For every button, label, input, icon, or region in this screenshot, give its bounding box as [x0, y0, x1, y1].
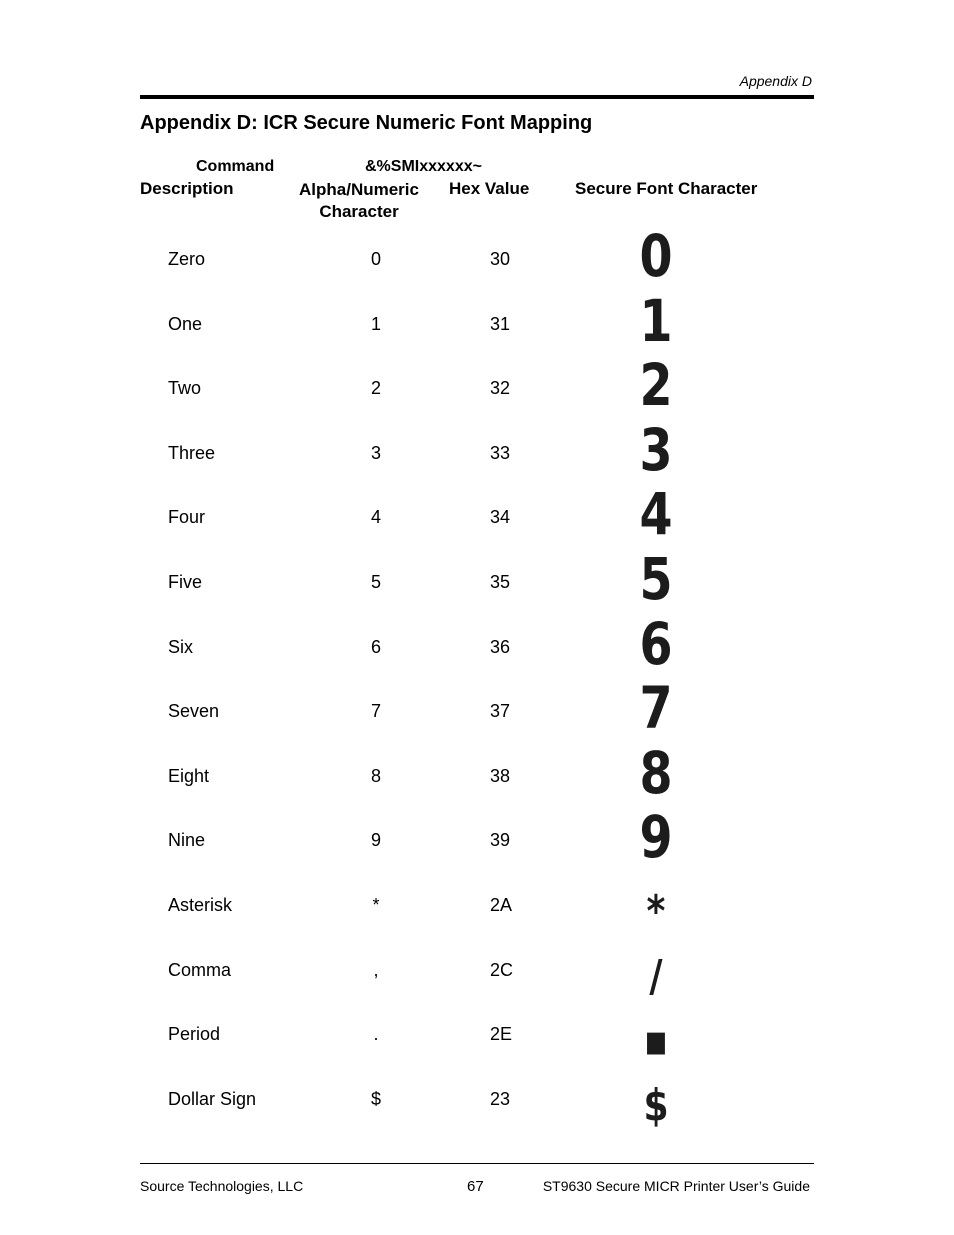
- row-character: 7: [370, 701, 381, 721]
- footer-guide-title: ST9630 Secure MICR Printer User’s Guide: [542, 1178, 810, 1194]
- secure-font-glyph: 4: [639, 480, 673, 548]
- row-character: 6: [370, 637, 381, 657]
- row-character: 2: [370, 378, 381, 398]
- row-hex-value: 34: [490, 507, 511, 527]
- row-description: Period: [168, 1024, 221, 1044]
- row-description: Zero: [168, 249, 206, 269]
- row-description: One: [168, 314, 203, 334]
- page-number: 67: [467, 1178, 484, 1195]
- row-character: 3: [370, 443, 381, 463]
- row-hex-value: 35: [490, 572, 511, 592]
- row-character: 1: [370, 314, 381, 334]
- row-hex-value: 31: [490, 314, 511, 334]
- secure-font-glyph: 1: [639, 287, 673, 355]
- secure-font-glyph: 2: [639, 351, 673, 419]
- secure-font-glyph: 9: [639, 803, 673, 871]
- column-header-alpha-line2: Character: [319, 202, 399, 221]
- footer-rule: [140, 1163, 814, 1164]
- row-hex-value: 32: [490, 378, 511, 398]
- row-character: 9: [370, 830, 381, 850]
- secure-font-glyph: 7: [639, 674, 673, 742]
- row-hex-value: 33: [490, 443, 511, 463]
- row-description: Three: [168, 443, 216, 463]
- secure-font-glyph: 8: [639, 739, 673, 807]
- secure-font-glyph: $: [643, 1080, 669, 1131]
- row-description: Six: [168, 637, 194, 657]
- row-character: 5: [370, 572, 381, 592]
- command-label: Command: [196, 158, 275, 175]
- header-rule: [140, 95, 814, 99]
- row-description: Dollar Sign: [168, 1089, 257, 1109]
- row-character: 8: [370, 766, 381, 786]
- row-description: Seven: [168, 701, 220, 721]
- column-header-alpha-line1: Alpha/Numeric: [299, 180, 419, 199]
- row-hex-value: 2E: [490, 1024, 513, 1044]
- row-character: 4: [370, 507, 381, 527]
- row-hex-value: 2C: [490, 960, 514, 980]
- row-hex-value: 30: [490, 249, 511, 269]
- secure-font-glyph: 0: [639, 222, 673, 290]
- row-hex-value: 2A: [490, 895, 513, 915]
- column-header-secure-font: Secure Font Character: [575, 179, 758, 198]
- secure-font-glyph: *: [646, 886, 666, 937]
- row-description: Nine: [168, 830, 206, 850]
- running-head: Appendix D: [739, 73, 812, 89]
- row-character: $: [370, 1089, 381, 1109]
- column-header-hex: Hex Value: [449, 179, 530, 198]
- row-character: *: [372, 895, 380, 915]
- command-value: &%SMIxxxxxx~: [365, 158, 482, 175]
- row-character: .: [373, 1024, 379, 1044]
- row-description: Comma: [168, 960, 232, 980]
- row-hex-value: 38: [490, 766, 511, 786]
- row-hex-value: 36: [490, 637, 511, 657]
- column-header-alpha-numeric: [288, 179, 430, 223]
- row-description: Two: [168, 378, 202, 398]
- row-description: Asterisk: [168, 895, 233, 915]
- secure-font-glyph: 6: [639, 610, 673, 678]
- row-description: Four: [168, 507, 206, 527]
- row-hex-value: 23: [490, 1089, 511, 1109]
- page-title: Appendix D: ICR Secure Numeric Font Mapping: [140, 112, 593, 134]
- secure-font-glyph: 3: [639, 416, 673, 484]
- row-character: 0: [370, 249, 381, 269]
- row-character: ,: [373, 960, 379, 980]
- row-description: Eight: [168, 766, 210, 786]
- secure-font-glyph: ▪: [643, 1015, 669, 1066]
- row-description: Five: [168, 572, 203, 592]
- secure-font-glyph: 5: [639, 545, 673, 613]
- row-hex-value: 37: [490, 701, 511, 721]
- secure-font-glyph: /: [649, 951, 663, 1002]
- column-header-description: Description: [140, 179, 234, 198]
- footer-company: Source Technologies, LLC: [140, 1178, 304, 1194]
- row-hex-value: 39: [490, 830, 511, 850]
